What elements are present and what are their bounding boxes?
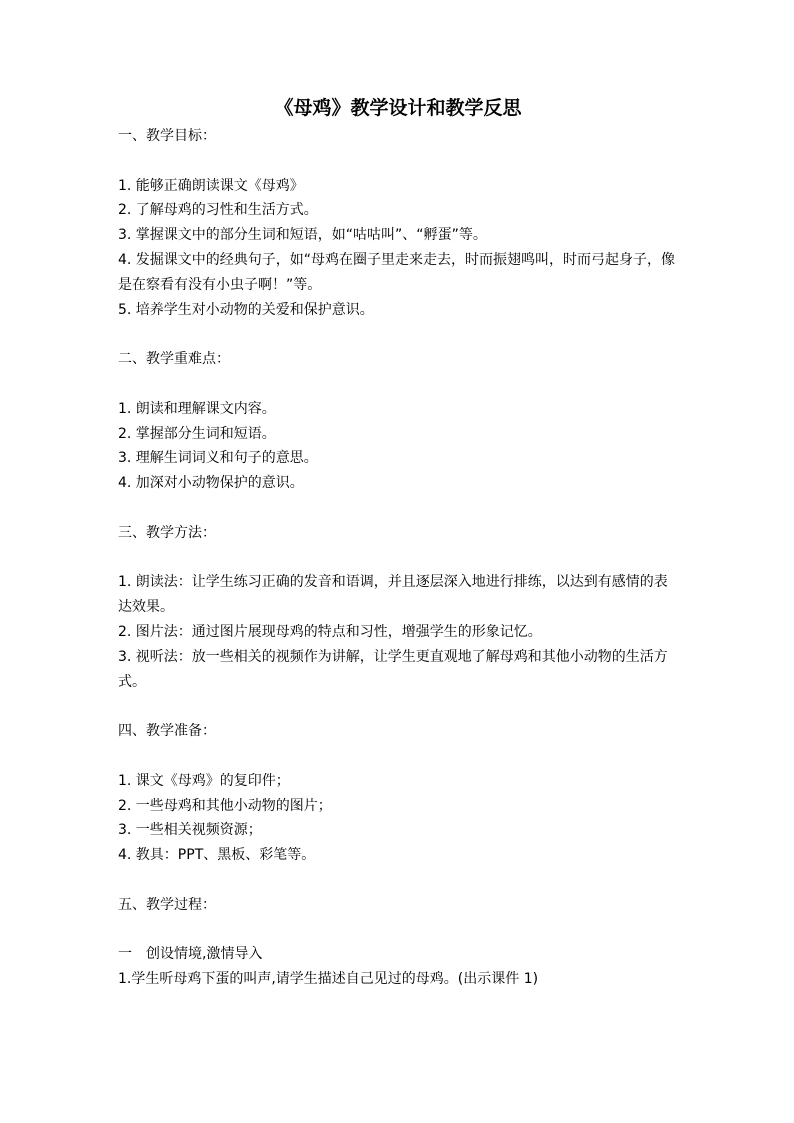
spacer <box>118 744 678 769</box>
section-heading-objectives: 一、教学目标： <box>118 128 216 144</box>
spacer <box>118 868 678 893</box>
list-item: 2. 图片法：通过图片展现母鸡的特点和习性，增强学生的形象记忆。 <box>118 623 542 640</box>
spacer <box>118 149 678 174</box>
list-item: 3. 一些相关视频资源； <box>118 822 262 839</box>
list-item: 1.学生听母鸡下蛋的叫声,请学生描述自己见过的母鸡。(出示课件 1) <box>118 971 539 988</box>
list-item: 2. 掌握部分生词和短语。 <box>118 425 276 442</box>
section-heading-process: 五、教学过程： <box>118 896 216 913</box>
spacer <box>118 372 678 397</box>
document-title: 《母鸡》教学设计和教学反思 <box>274 97 522 119</box>
list-item: 4. 加深对小动物保护的意识。 <box>118 475 304 492</box>
section-heading-preparation: 四、教学准备： <box>118 723 216 740</box>
list-item: 1. 朗读法：让学生练习正确的发音和语调，并且逐层深入地进行排练，以达到有感情的表达效果。 <box>118 574 668 616</box>
section-heading-methods: 三、教学方法： <box>118 524 216 541</box>
spacer <box>118 918 678 943</box>
spacer <box>118 496 678 521</box>
list-item: 1. 能够正确朗读课文《母鸡》 <box>118 177 304 194</box>
list-item: 3. 视听法：放一些相关的视频作为讲解，让学生更直观地了解母鸡和其他小动物的生活方式。 <box>118 648 668 690</box>
list-item: 5. 培养学生对小动物的关爱和保护意识。 <box>118 301 374 318</box>
list-item: 2. 了解母鸡的习性和生活方式。 <box>118 202 318 219</box>
list-item: 4. 发掘课文中的经典句子，如“母鸡在圈子里走来走去，时而振翅鸣叫，时而弓起身子，像是在察看有没有小虫子啊！”等。 <box>118 251 676 293</box>
document-page <box>118 96 678 992</box>
list-item: 1. 朗读和理解课文内容。 <box>118 400 276 417</box>
spacer <box>118 694 678 719</box>
list-item: 3. 掌握课文中的部分生词和短语，如“咕咕叫”、“孵蛋”等。 <box>118 227 487 244</box>
list-item: 1. 课文《母鸡》的复印件； <box>118 772 290 789</box>
spacer <box>118 322 678 347</box>
section-heading-key-points: 二、教学重难点： <box>118 351 230 368</box>
list-item: 4. 教具：PPT、黑板、彩笔等。 <box>118 847 316 864</box>
list-item: 2. 一些母鸡和其他小动物的图片； <box>118 797 332 814</box>
spacer <box>118 546 678 571</box>
list-item: 3. 理解生词词义和句子的意思。 <box>118 450 318 467</box>
list-item: 一 创设情境,激情导入 <box>118 946 263 963</box>
